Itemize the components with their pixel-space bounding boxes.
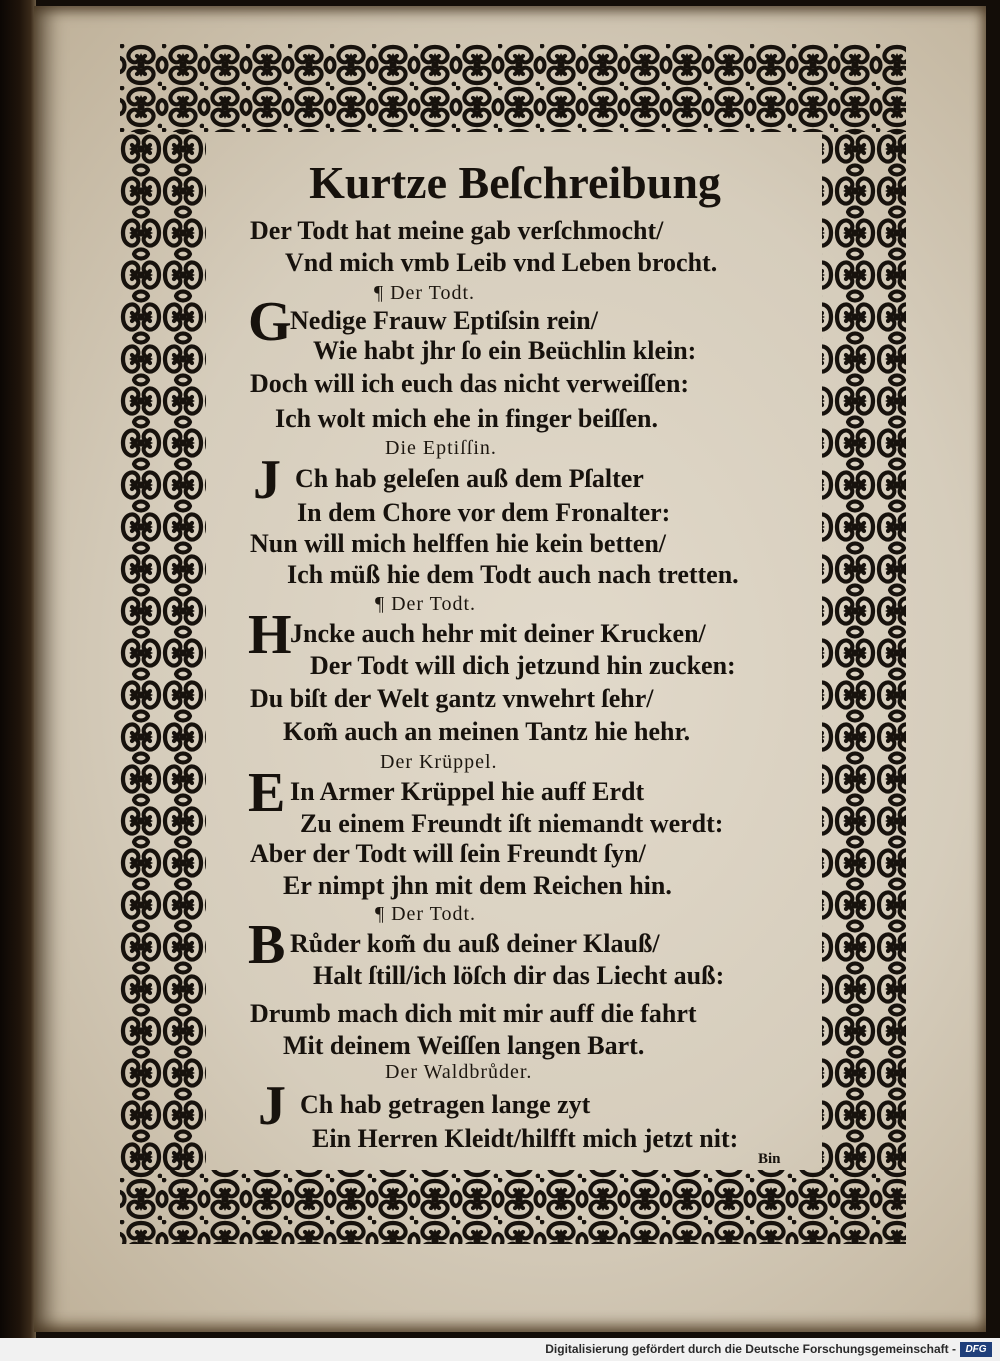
verse-line: Nun will mich helffen hie kein betten/ [250,529,667,558]
verse-line: In dem Chore vor dem Fronalter: [297,498,671,527]
verse-line: Ich wolt mich ehe in finger beiſſen. [275,404,659,433]
drop-cap: G [248,291,292,353]
verse-line [258,1075,591,1137]
verse-line: Mit deinem Weiſſen langen Bart. [283,1031,645,1060]
catchword: Bin [758,1151,781,1167]
drop-cap: B [248,914,286,976]
dfg-logo-icon: DFG [960,1342,992,1357]
verse-line [253,449,644,511]
verse-text: In Armer Krüppel hie auff Erdt [290,777,645,806]
drop-cap: E [248,762,286,824]
verse-text: Nedige Frauw Eptiſsin rein/ [290,306,598,335]
page-title: Kurtze Beſchreibung [309,157,721,208]
verse-line: Kom̃ auch an meinen Tantz hie hehr. [283,717,691,746]
verse-line: Er nimpt jhn mit dem Reichen hin. [283,871,672,900]
speaker-heading: ¶ Der Todt. [374,282,476,304]
verse-text: Ch hab getragen lange zyt [300,1090,591,1119]
verse-text: Ch hab geleſen auß dem Pſalter [295,464,644,493]
funding-note: Digitalisierung gefördert durch die Deutsche Forschungsgemeinschaft - [545,1342,956,1356]
verse-line: Halt ſtill/ich löſch dir das Liecht auß: [313,961,725,990]
speaker-heading: ¶ Der Todt. [375,593,477,615]
verse-line: Zu einem Freundt iſt niemandt werdt: [300,809,724,838]
verse-line: Aber der Todt will ſein Freundt ſyn/ [250,839,646,868]
verse-line: Der Todt will dich jetzund hin zucken: [310,651,736,680]
verse-line: Doch will ich euch das nicht verweiſſen: [250,369,690,398]
verse-line: Ich müß hie dem Todt auch nach tretten. [287,560,739,589]
verse-line: Ein Herren Kleidt/hilfft mich jetzt nit: [312,1124,739,1153]
verse-text: Jncke auch hehr mit deiner Krucken/ [290,619,706,648]
verse-text: Růder kom̃ du auß deiner Klauß/ [290,929,660,958]
speaker-heading: Die Eptiſſin. [385,437,497,459]
book-spine [0,0,36,1338]
verse-line: Wie habt jhr ſo ein Beüchlin klein: [313,336,697,365]
drop-cap: J [258,1075,286,1137]
verse-line: Der Todt hat meine gab verſchmocht/ [250,216,664,245]
digitization-footer [0,1338,1000,1361]
verse-line: Du biſt der Welt gantz vnwehrt ſehr/ [250,684,654,713]
drop-cap: J [253,449,281,511]
speaker-heading: Der Waldbrůder. [385,1061,533,1083]
speaker-heading: ¶ Der Todt. [375,903,477,925]
verse-line: Vnd mich vmb Leib vnd Leben brocht. [285,248,718,277]
speaker-heading: Der Krüppel. [380,751,498,773]
drop-cap: H [248,604,292,666]
verse-line: Drumb mach dich mit mir auff die fahrt [250,999,697,1028]
